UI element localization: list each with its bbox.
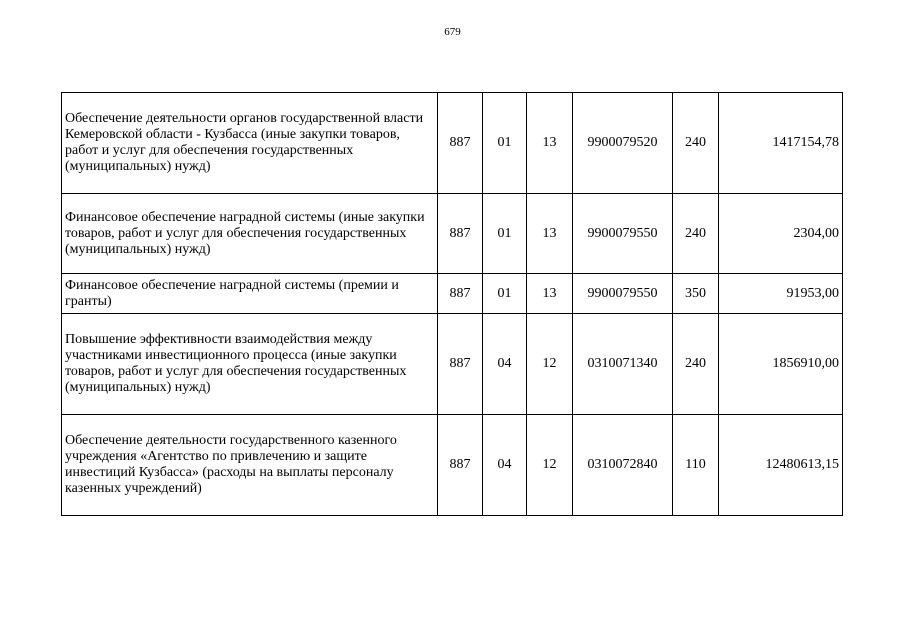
target-article-code: 9900079550 xyxy=(573,194,673,274)
table-row xyxy=(62,415,843,516)
amount-value: 1417154,78 xyxy=(719,93,843,194)
amount-value: 91953,00 xyxy=(719,274,843,314)
expense-type-code: 240 xyxy=(673,93,719,194)
target-article-code: 0310072840 xyxy=(573,415,673,516)
table-row xyxy=(62,93,843,194)
amount-value: 2304,00 xyxy=(719,194,843,274)
row-description: Обеспечение деятельности органов государственной власти Кемеровской области - Кузбасса (иные закупки товаров, работ и услуг для обеспечения государственных (муниципальных) нужд) xyxy=(62,93,438,194)
ministry-code: 887 xyxy=(438,194,483,274)
target-article-code: 0310071340 xyxy=(573,314,673,415)
row-description: Обеспечение деятельности государственного казенного учреждения «Агентство по привлечению и защите инвестиций Кузбасса» (расходы на выплаты персоналу казенных учреждений) xyxy=(62,415,438,516)
section-code: 04 xyxy=(483,415,527,516)
target-article-code: 9900079520 xyxy=(573,93,673,194)
row-description: Повышение эффективности взаимодействия между участниками инвестиционного процесса (иные закупки товаров, работ и услуг для обеспечения государственных (муниципальных) нужд) xyxy=(62,314,438,415)
amount-value: 12480613,15 xyxy=(719,415,843,516)
table-row xyxy=(62,314,843,415)
section-code: 04 xyxy=(483,314,527,415)
amount-value: 1856910,00 xyxy=(719,314,843,415)
section-code: 01 xyxy=(483,274,527,314)
row-description: Финансовое обеспечение наградной системы (иные закупки товаров, работ и услуг для обеспечения государственных (муниципальных) нужд) xyxy=(62,194,438,274)
table-row xyxy=(62,274,843,314)
budget-table xyxy=(61,92,843,516)
expense-type-code: 350 xyxy=(673,274,719,314)
ministry-code: 887 xyxy=(438,93,483,194)
expense-type-code: 240 xyxy=(673,194,719,274)
row-description: Финансовое обеспечение наградной системы (премии и гранты) xyxy=(62,274,438,314)
table-row xyxy=(62,194,843,274)
subsection-code: 13 xyxy=(527,274,573,314)
subsection-code: 13 xyxy=(527,194,573,274)
ministry-code: 887 xyxy=(438,415,483,516)
section-code: 01 xyxy=(483,194,527,274)
subsection-code: 13 xyxy=(527,93,573,194)
ministry-code: 887 xyxy=(438,274,483,314)
section-code: 01 xyxy=(483,93,527,194)
target-article-code: 9900079550 xyxy=(573,274,673,314)
expense-type-code: 240 xyxy=(673,314,719,415)
page-number: 679 xyxy=(444,26,461,38)
subsection-code: 12 xyxy=(527,415,573,516)
expense-type-code: 110 xyxy=(673,415,719,516)
ministry-code: 887 xyxy=(438,314,483,415)
subsection-code: 12 xyxy=(527,314,573,415)
